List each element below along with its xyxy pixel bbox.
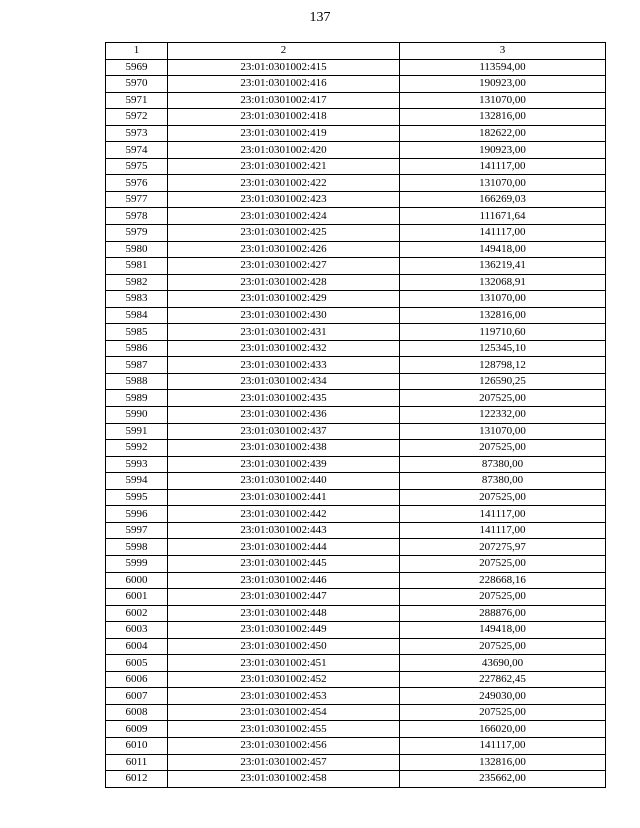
table-row bbox=[106, 208, 606, 225]
table-row bbox=[106, 605, 606, 622]
cadastral-number-cell: 23:01:0301002:422 bbox=[168, 175, 400, 192]
table-row bbox=[106, 737, 606, 754]
row-number-cell: 5974 bbox=[106, 142, 168, 159]
value-cell: 207275,97 bbox=[400, 539, 606, 556]
value-cell: 111671,64 bbox=[400, 208, 606, 225]
value-cell: 126590,25 bbox=[400, 373, 606, 390]
table-row bbox=[106, 572, 606, 589]
cadastral-number-cell: 23:01:0301002:417 bbox=[168, 92, 400, 109]
cadastral-number-cell: 23:01:0301002:431 bbox=[168, 324, 400, 341]
value-cell: 131070,00 bbox=[400, 291, 606, 308]
table-row bbox=[106, 622, 606, 639]
row-number-cell: 5994 bbox=[106, 473, 168, 490]
cadastral-number-cell: 23:01:0301002:441 bbox=[168, 489, 400, 506]
table-row bbox=[106, 357, 606, 374]
row-number-cell: 5980 bbox=[106, 241, 168, 258]
value-cell: 141117,00 bbox=[400, 225, 606, 242]
table-row bbox=[106, 423, 606, 440]
value-cell: 207525,00 bbox=[400, 589, 606, 606]
table-body bbox=[106, 59, 606, 787]
row-number-cell: 5977 bbox=[106, 191, 168, 208]
table-row bbox=[106, 522, 606, 539]
row-number-cell: 5984 bbox=[106, 307, 168, 324]
cadastral-number-cell: 23:01:0301002:456 bbox=[168, 737, 400, 754]
value-cell: 132816,00 bbox=[400, 754, 606, 771]
row-number-cell: 5995 bbox=[106, 489, 168, 506]
table-row bbox=[106, 754, 606, 771]
value-cell: 190923,00 bbox=[400, 76, 606, 93]
value-cell: 113594,00 bbox=[400, 59, 606, 76]
value-cell: 132816,00 bbox=[400, 109, 606, 126]
value-cell: 207525,00 bbox=[400, 440, 606, 457]
column-header-1: 1 bbox=[106, 43, 168, 60]
cadastral-number-cell: 23:01:0301002:455 bbox=[168, 721, 400, 738]
cadastral-number-cell: 23:01:0301002:458 bbox=[168, 771, 400, 788]
cadastral-number-cell: 23:01:0301002:446 bbox=[168, 572, 400, 589]
cadastral-number-cell: 23:01:0301002:439 bbox=[168, 456, 400, 473]
row-number-cell: 6008 bbox=[106, 704, 168, 721]
value-cell: 166020,00 bbox=[400, 721, 606, 738]
value-cell: 131070,00 bbox=[400, 92, 606, 109]
table-row bbox=[106, 274, 606, 291]
cadastral-number-cell: 23:01:0301002:436 bbox=[168, 407, 400, 424]
table-row bbox=[106, 191, 606, 208]
value-cell: 227862,45 bbox=[400, 671, 606, 688]
table-row bbox=[106, 655, 606, 672]
row-number-cell: 6004 bbox=[106, 638, 168, 655]
table-row bbox=[106, 771, 606, 788]
row-number-cell: 5989 bbox=[106, 390, 168, 407]
value-cell: 131070,00 bbox=[400, 175, 606, 192]
cadastral-number-cell: 23:01:0301002:423 bbox=[168, 191, 400, 208]
value-cell: 288876,00 bbox=[400, 605, 606, 622]
cadastral-number-cell: 23:01:0301002:420 bbox=[168, 142, 400, 159]
value-cell: 119710,60 bbox=[400, 324, 606, 341]
cadastral-number-cell: 23:01:0301002:430 bbox=[168, 307, 400, 324]
value-cell: 141117,00 bbox=[400, 158, 606, 175]
cadastral-number-cell: 23:01:0301002:437 bbox=[168, 423, 400, 440]
value-cell: 228668,16 bbox=[400, 572, 606, 589]
row-number-cell: 5976 bbox=[106, 175, 168, 192]
row-number-cell: 6012 bbox=[106, 771, 168, 788]
row-number-cell: 5997 bbox=[106, 522, 168, 539]
column-header-3: 3 bbox=[400, 43, 606, 60]
value-cell: 122332,00 bbox=[400, 407, 606, 424]
table-row bbox=[106, 291, 606, 308]
table-row bbox=[106, 489, 606, 506]
row-number-cell: 5982 bbox=[106, 274, 168, 291]
table-row bbox=[106, 688, 606, 705]
value-cell: 149418,00 bbox=[400, 241, 606, 258]
value-cell: 141117,00 bbox=[400, 737, 606, 754]
row-number-cell: 5998 bbox=[106, 539, 168, 556]
table-row bbox=[106, 638, 606, 655]
table-row bbox=[106, 407, 606, 424]
cadastral-number-cell: 23:01:0301002:457 bbox=[168, 754, 400, 771]
row-number-cell: 5979 bbox=[106, 225, 168, 242]
table-row bbox=[106, 539, 606, 556]
table-row bbox=[106, 473, 606, 490]
value-cell: 190923,00 bbox=[400, 142, 606, 159]
value-cell: 132816,00 bbox=[400, 307, 606, 324]
column-header-2: 2 bbox=[168, 43, 400, 60]
value-cell: 87380,00 bbox=[400, 473, 606, 490]
value-cell: 207525,00 bbox=[400, 390, 606, 407]
value-cell: 43690,00 bbox=[400, 655, 606, 672]
row-number-cell: 5992 bbox=[106, 440, 168, 457]
cadastral-number-cell: 23:01:0301002:445 bbox=[168, 555, 400, 572]
row-number-cell: 5978 bbox=[106, 208, 168, 225]
value-cell: 207525,00 bbox=[400, 555, 606, 572]
table-row bbox=[106, 142, 606, 159]
row-number-cell: 5990 bbox=[106, 407, 168, 424]
table-row bbox=[106, 241, 606, 258]
table-row bbox=[106, 555, 606, 572]
value-cell: 132068,91 bbox=[400, 274, 606, 291]
cadastral-number-cell: 23:01:0301002:438 bbox=[168, 440, 400, 457]
cadastral-number-cell: 23:01:0301002:444 bbox=[168, 539, 400, 556]
table-row bbox=[106, 59, 606, 76]
row-number-cell: 5986 bbox=[106, 340, 168, 357]
cadastral-number-cell: 23:01:0301002:435 bbox=[168, 390, 400, 407]
row-number-cell: 6005 bbox=[106, 655, 168, 672]
row-number-cell: 6002 bbox=[106, 605, 168, 622]
cadastral-number-cell: 23:01:0301002:454 bbox=[168, 704, 400, 721]
cadastral-number-cell: 23:01:0301002:432 bbox=[168, 340, 400, 357]
row-number-cell: 5993 bbox=[106, 456, 168, 473]
table-row bbox=[106, 225, 606, 242]
cadastral-number-cell: 23:01:0301002:421 bbox=[168, 158, 400, 175]
table-row bbox=[106, 175, 606, 192]
value-cell: 207525,00 bbox=[400, 704, 606, 721]
cadastral-number-cell: 23:01:0301002:434 bbox=[168, 373, 400, 390]
value-cell: 141117,00 bbox=[400, 506, 606, 523]
cadastral-number-cell: 23:01:0301002:450 bbox=[168, 638, 400, 655]
cadastral-number-cell: 23:01:0301002:418 bbox=[168, 109, 400, 126]
row-number-cell: 5975 bbox=[106, 158, 168, 175]
row-number-cell: 6007 bbox=[106, 688, 168, 705]
table-row bbox=[106, 589, 606, 606]
cadastral-number-cell: 23:01:0301002:447 bbox=[168, 589, 400, 606]
row-number-cell: 6006 bbox=[106, 671, 168, 688]
cadastral-number-cell: 23:01:0301002:415 bbox=[168, 59, 400, 76]
table-row bbox=[106, 307, 606, 324]
value-cell: 207525,00 bbox=[400, 638, 606, 655]
table-row bbox=[106, 92, 606, 109]
value-cell: 131070,00 bbox=[400, 423, 606, 440]
table-row bbox=[106, 373, 606, 390]
table-row bbox=[106, 440, 606, 457]
cadastral-number-cell: 23:01:0301002:426 bbox=[168, 241, 400, 258]
row-number-cell: 6009 bbox=[106, 721, 168, 738]
row-number-cell: 5970 bbox=[106, 76, 168, 93]
cadastral-number-cell: 23:01:0301002:453 bbox=[168, 688, 400, 705]
cadastral-number-cell: 23:01:0301002:425 bbox=[168, 225, 400, 242]
row-number-cell: 6011 bbox=[106, 754, 168, 771]
value-cell: 141117,00 bbox=[400, 522, 606, 539]
row-number-cell: 5988 bbox=[106, 373, 168, 390]
table-row bbox=[106, 671, 606, 688]
row-number-cell: 5971 bbox=[106, 92, 168, 109]
row-number-cell: 5999 bbox=[106, 555, 168, 572]
table-row bbox=[106, 258, 606, 275]
row-number-cell: 6000 bbox=[106, 572, 168, 589]
value-cell: 207525,00 bbox=[400, 489, 606, 506]
value-cell: 166269,03 bbox=[400, 191, 606, 208]
row-number-cell: 5991 bbox=[106, 423, 168, 440]
value-cell: 149418,00 bbox=[400, 622, 606, 639]
table-row bbox=[106, 76, 606, 93]
table-row bbox=[106, 704, 606, 721]
cadastral-number-cell: 23:01:0301002:428 bbox=[168, 274, 400, 291]
page-number: 137 bbox=[309, 10, 331, 25]
table-row bbox=[106, 109, 606, 126]
cadastral-number-cell: 23:01:0301002:448 bbox=[168, 605, 400, 622]
cadastral-number-cell: 23:01:0301002:419 bbox=[168, 125, 400, 142]
row-number-cell: 5996 bbox=[106, 506, 168, 523]
row-number-cell: 5983 bbox=[106, 291, 168, 308]
cadastral-number-cell: 23:01:0301002:449 bbox=[168, 622, 400, 639]
cadastral-number-cell: 23:01:0301002:416 bbox=[168, 76, 400, 93]
cadastral-number-cell: 23:01:0301002:452 bbox=[168, 671, 400, 688]
value-cell: 235662,00 bbox=[400, 771, 606, 788]
value-cell: 87380,00 bbox=[400, 456, 606, 473]
table-row bbox=[106, 390, 606, 407]
row-number-cell: 5987 bbox=[106, 357, 168, 374]
table-row bbox=[106, 506, 606, 523]
header-row bbox=[106, 43, 606, 60]
table-row bbox=[106, 324, 606, 341]
table-row bbox=[106, 125, 606, 142]
row-number-cell: 6010 bbox=[106, 737, 168, 754]
table-row bbox=[106, 456, 606, 473]
cadastral-number-cell: 23:01:0301002:443 bbox=[168, 522, 400, 539]
cadastral-number-cell: 23:01:0301002:442 bbox=[168, 506, 400, 523]
value-cell: 136219,41 bbox=[400, 258, 606, 275]
registry-table bbox=[105, 42, 606, 788]
value-cell: 249030,00 bbox=[400, 688, 606, 705]
table-row bbox=[106, 340, 606, 357]
table-row bbox=[106, 158, 606, 175]
cadastral-number-cell: 23:01:0301002:433 bbox=[168, 357, 400, 374]
value-cell: 125345,10 bbox=[400, 340, 606, 357]
value-cell: 128798,12 bbox=[400, 357, 606, 374]
value-cell: 182622,00 bbox=[400, 125, 606, 142]
row-number-cell: 5985 bbox=[106, 324, 168, 341]
row-number-cell: 5981 bbox=[106, 258, 168, 275]
cadastral-number-cell: 23:01:0301002:451 bbox=[168, 655, 400, 672]
row-number-cell: 5969 bbox=[106, 59, 168, 76]
row-number-cell: 6001 bbox=[106, 589, 168, 606]
row-number-cell: 5973 bbox=[106, 125, 168, 142]
cadastral-number-cell: 23:01:0301002:427 bbox=[168, 258, 400, 275]
row-number-cell: 5972 bbox=[106, 109, 168, 126]
table-header bbox=[106, 43, 606, 60]
cadastral-number-cell: 23:01:0301002:440 bbox=[168, 473, 400, 490]
cadastral-number-cell: 23:01:0301002:424 bbox=[168, 208, 400, 225]
table-row bbox=[106, 721, 606, 738]
row-number-cell: 6003 bbox=[106, 622, 168, 639]
cadastral-number-cell: 23:01:0301002:429 bbox=[168, 291, 400, 308]
